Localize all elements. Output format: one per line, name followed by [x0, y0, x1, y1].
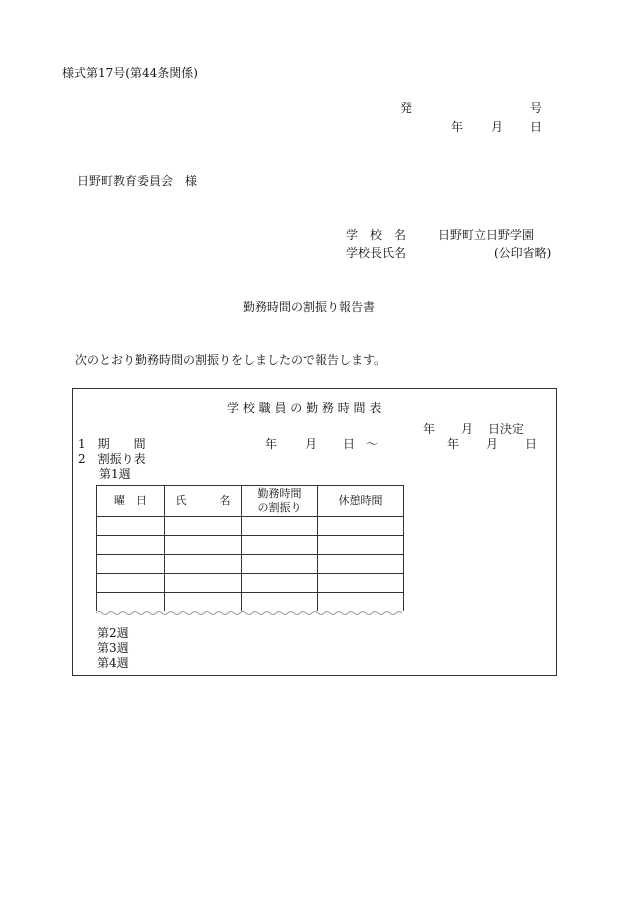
header-break-time: 休憩時間: [318, 486, 404, 517]
decided-day: 日決定: [488, 422, 525, 436]
week1-label: 第1週: [99, 467, 131, 481]
table-header-row: [97, 486, 404, 517]
table-row: [97, 536, 404, 555]
form-number: 様式第17号(第44条関係): [62, 66, 198, 80]
week4-label: 第4週: [97, 656, 129, 670]
header-work-hours: 勤務時間 の割振り: [242, 486, 318, 517]
period-end-month: 月: [486, 437, 499, 451]
schedule-label: 2 割振り表: [78, 452, 146, 466]
school-name-value: 日野町立日野学園: [438, 228, 535, 242]
header-day: 曜 日: [97, 486, 165, 517]
school-name-label: 学 校 名: [346, 228, 407, 242]
schedule-table: [96, 485, 404, 611]
decided-month: 月: [461, 422, 474, 436]
table-row: [97, 555, 404, 574]
period-end-year: 年: [447, 437, 460, 451]
document-title: 勤務時間の割振り報告書: [243, 300, 376, 314]
intro-text: 次のとおり勤務時間の割振りをしましたので報告します。: [75, 353, 387, 367]
wavy-break-line: [96, 609, 406, 617]
period-label: 1 期 間: [78, 437, 146, 451]
period-start-month: 月: [305, 437, 318, 451]
seal-omitted: (公印省略): [494, 246, 552, 260]
issue-go: 号: [530, 101, 543, 115]
issue-hatsu: 発: [400, 101, 413, 115]
header-name: 氏 名: [165, 486, 242, 517]
week3-label: 第3週: [97, 641, 129, 655]
period-tilde: ～: [366, 437, 379, 451]
schedule-heading: 学 校 職 員 の 勤 務 時 間 表: [227, 401, 382, 415]
principal-label: 学校長氏名: [346, 246, 407, 260]
week2-label: 第2週: [97, 626, 129, 640]
table-row: [97, 517, 404, 536]
issue-year: 年: [451, 120, 464, 134]
period-end-day: 日: [525, 437, 538, 451]
recipient: 日野町教育委員会 様: [77, 174, 198, 188]
issue-day: 日: [530, 120, 543, 134]
period-start-day: 日: [343, 437, 356, 451]
table-row: [97, 574, 404, 593]
decided-year: 年: [423, 422, 436, 436]
issue-month: 月: [491, 120, 504, 134]
period-start-year: 年: [265, 437, 278, 451]
